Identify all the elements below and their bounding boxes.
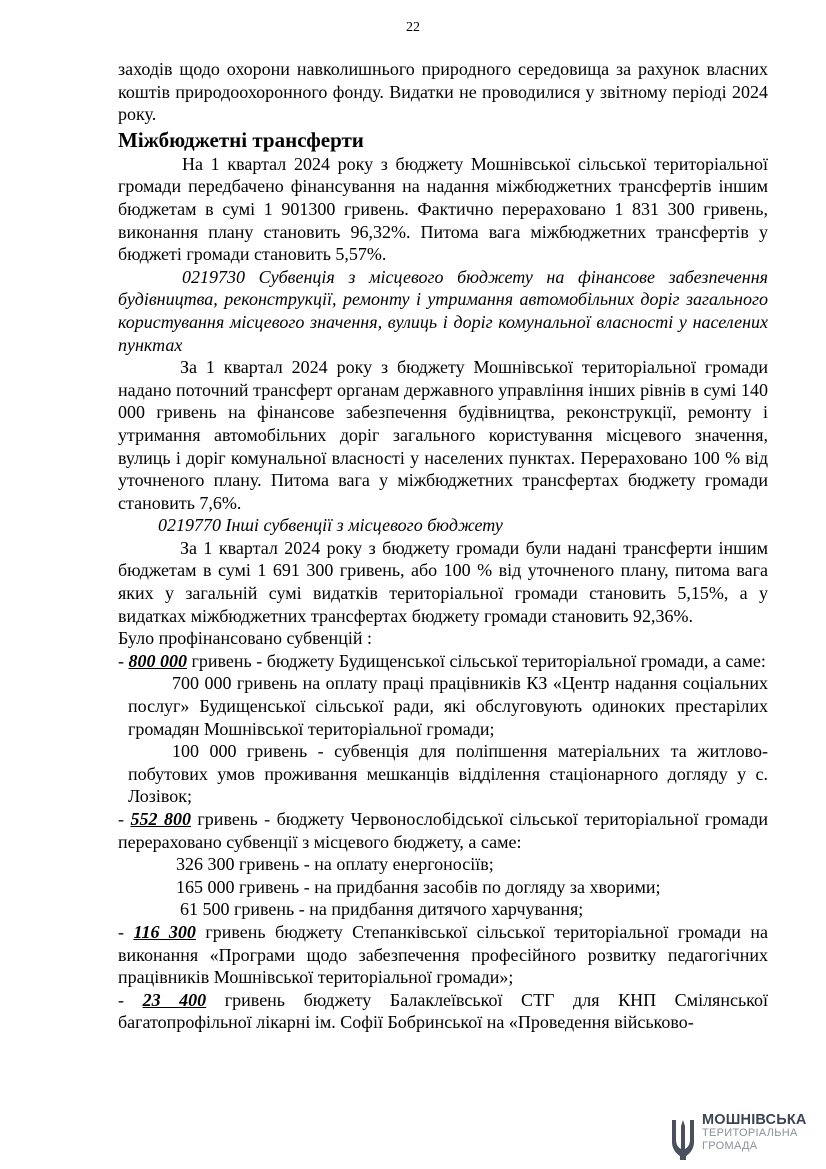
page-number: 22 — [406, 20, 420, 35]
list-item-budyshche: - 800 000 гривень - бюджету Будищенської сільської територіальної громади, а саме: — [118, 650, 766, 671]
logo-line-1: МОШНІВСЬКА — [702, 1112, 807, 1128]
paragraph-road-subvention: За 1 квартал 2024 року з бюджету Мошнівської територіальної громади надано поточний трансферт органам державного управління інших рівнів в сумі 140 000 гривень на фінансове забезпечення будівництва, реконструкції, ремонту і утримання автомобільних доріг загального користування місцевого значення, вулиць і доріг комунальної власності у населених пунктах. Перераховано 100 % від уточненого плану. Питома вага у міжбюджетних трансфертах бюджету громади становить 7,6%. — [118, 357, 768, 513]
document-body — [118, 58, 768, 1034]
subheading-0219770: 0219770 Інші субвенції з місцевого бюджету — [158, 515, 503, 536]
detail-item: 61 500 гривень - на придбання дитячого харчування; — [180, 899, 584, 920]
list-intro: Було профінансовано субвенцій : — [118, 628, 372, 649]
intro-paragraph: заходів щодо охорони навколишнього природного середовища за рахунок власних коштів природоохоронного фонду. Видатки не проводилися у звітному періоді 2024 року. — [118, 59, 768, 125]
detail-item: 165 000 гривень - на придбання засобів по догляду за хворими; — [176, 876, 661, 897]
paragraph-budget-plan: На 1 квартал 2024 року з бюджету Мошнівської сільської територіальної громади передбачено фінансування на надання міжбюджетних трансфертів іншим бюджетам в сумі 1 901300 гривень. Фактично перераховано 1 831 300 гривень, виконання плану становить 96,32%. Питома вага міжбюджетних трансфертів у бюджеті громади становить 5,57%. — [118, 153, 768, 265]
paragraph-other-subventions: За 1 квартал 2024 року з бюджету громади були надані трансферти іншим бюджетам в сумі 1 691 300 гривень, або 100 % від уточненого плану, питома вага яких у загальній сумі видатків територіальної громади становить 5,15%, а у видатках міжбюджетних трансфертах бюджету громади становить 92,36%. — [118, 537, 768, 626]
section-heading: Міжбюджетні трансферти — [118, 127, 364, 152]
logo-line-3: ГРОМАДА — [702, 1140, 758, 1152]
amount: 23 400 — [142, 989, 207, 1010]
list-item-balakliia: - 23 400 гривень бюджету Балаклеївської СТГ для КНП Смілянської багатопрофільної лікарні ім. Софії Бобринської на «Проведення військово- — [118, 989, 768, 1033]
detail-item: 700 000 гривень на оплату праці працівників КЗ «Центр надання соціальних послуг» Будищенської сільської ради, які обслуговують одиноких престарілих громадян Мошнівської територіальної громади; — [128, 673, 768, 739]
amount: 800 000 — [128, 650, 187, 671]
logo-line-2: ТЕРИТОРІАЛЬНА — [702, 1127, 798, 1139]
amount: 116 300 — [133, 921, 196, 942]
detail-item: 326 300 гривень - на оплату енергоносіїв; — [176, 854, 494, 875]
list-item-chervona-sloboda: - 552 800 гривень - бюджету Червонослобідської сільської територіальної громади перераховано субвенції з місцевого бюджету, а саме: — [118, 809, 769, 852]
subheading-0219730: 0219730 Субвенція з місцевого бюджету на фінансове забезпечення будівництва, реконструкції, ремонту і утримання автомобільних доріг загального користування місцевого значення, вулиць і доріг комунальної власності у населених пунктах — [118, 266, 768, 355]
list-item-stepanky: - 116 300 гривень бюджету Степанківської сільської територіальної громади на виконання «Програми щодо забезпечення професійного розвитку педагогічних працівників Мошнівської територіальної громади»; — [118, 921, 768, 988]
community-logo — [668, 1112, 818, 1164]
amount: 552 800 — [130, 809, 191, 829]
trident-icon — [668, 1116, 698, 1162]
detail-item: 100 000 гривень - субвенція для поліпшення матеріальних та житлово-побутових умов проживання мешканців відділення стаціонарного догляду у с. Лозівок; — [128, 741, 768, 807]
